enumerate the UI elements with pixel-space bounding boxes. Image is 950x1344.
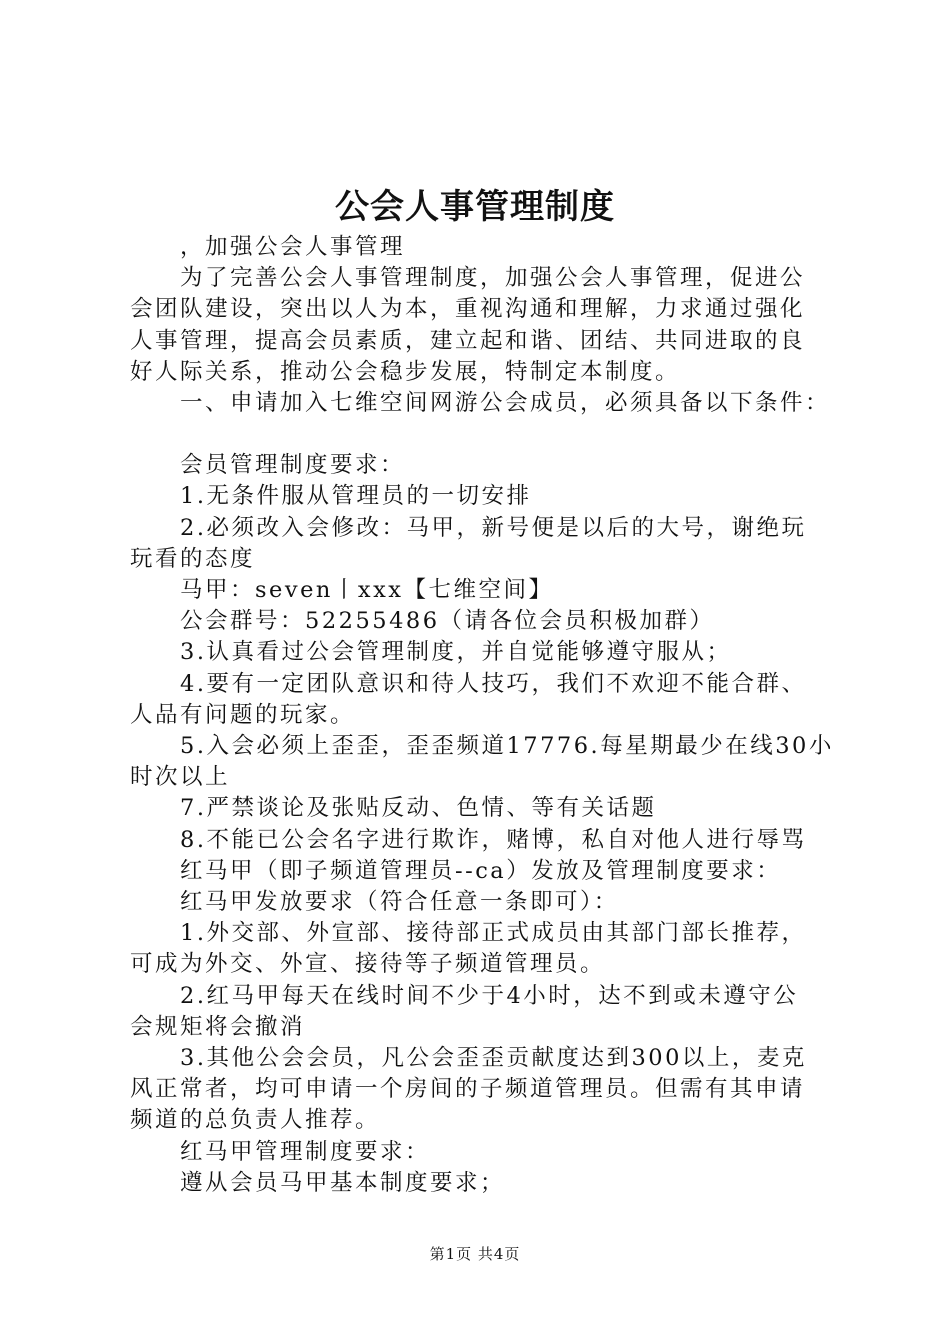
list-item-continued: 会规矩将会撤消 — [130, 1013, 306, 1040]
list-item: 8.不能已公会名字进行欺诈，赌博，私自对他人进行辱骂 — [180, 826, 807, 853]
list-item: 1.外交部、外宣部、接待部正式成员由其部门部长推荐， — [180, 920, 807, 947]
list-item: 4.要有一定团队意识和待人技巧，我们不欢迎不能合群、 — [180, 670, 807, 697]
list-item: 1.无条件服从管理员的一切安排 — [180, 483, 532, 510]
paragraph-line: 为了完善公会人事管理制度，加强公会人事管理，促进公 — [180, 265, 806, 292]
list-item: 7.严禁谈论及张贴反动、色情、等有关话题 — [180, 795, 657, 822]
subsection-heading: 红马甲发放要求（符合任意一条即可）： — [180, 889, 619, 916]
list-item: 2.必须改入会修改：马甲，新号便是以后的大号，谢绝玩 — [180, 514, 807, 541]
subsection-heading: 红马甲管理制度要求： — [180, 1138, 431, 1165]
subsection-heading: 红马甲（即子频道管理员--ca）发放及管理制度要求： — [180, 857, 782, 884]
paragraph-line: 会团队建设，突出以人为本，重视沟通和理解，力求通过强化 — [130, 296, 806, 323]
section-heading: 一、申请加入七维空间网游公会成员，必须具备以下条件： — [180, 390, 831, 417]
intro-line: ，加强公会人事管理 — [180, 234, 406, 260]
paragraph-line: 马甲：seven丨xxx【七维空间】 — [180, 577, 554, 604]
list-item-continued: 风正常者，均可申请一个房间的子频道管理员。但需有其申请 — [130, 1076, 806, 1103]
list-item: 3.认真看过公会管理制度，并自觉能够遵守服从； — [180, 639, 732, 666]
subsection-heading: 会员管理制度要求： — [180, 452, 406, 479]
list-item: 2.红马甲每天在线时间不少于4小时，达不到或未遵守公 — [180, 982, 799, 1009]
paragraph-line: 遵从会员马甲基本制度要求； — [180, 1169, 506, 1196]
list-item-continued: 可成为外交、外宣、接待等子频道管理员。 — [130, 951, 606, 978]
list-item-continued: 时次以上 — [130, 764, 231, 791]
list-item-continued: 玩看的态度 — [130, 545, 256, 572]
paragraph-line: 好人际关系，推动公会稳步发展，特制定本制度。 — [130, 358, 681, 385]
paragraph-line: 公会群号：52255486（请各位会员积极加群） — [180, 608, 715, 635]
list-item: 3.其他公会会员，凡公会歪歪贡献度达到300以上，麦克 — [180, 1045, 807, 1072]
paragraph-line: 人事管理，提高会员素质，建立起和谐、团结、共同进取的良 — [130, 327, 806, 354]
blank-line — [130, 419, 838, 450]
document-body — [130, 232, 838, 1199]
list-item-continued: 人品有问题的玩家。 — [130, 701, 356, 728]
page-footer: 第1页 共4页 — [429, 1245, 521, 1263]
list-item-continued: 频道的总负责人推荐。 — [130, 1107, 381, 1134]
list-item: 5.入会必须上歪歪，歪歪频道17776.每星期最少在线30小 — [180, 733, 834, 760]
document-title: 公会人事管理制度 — [335, 187, 615, 227]
